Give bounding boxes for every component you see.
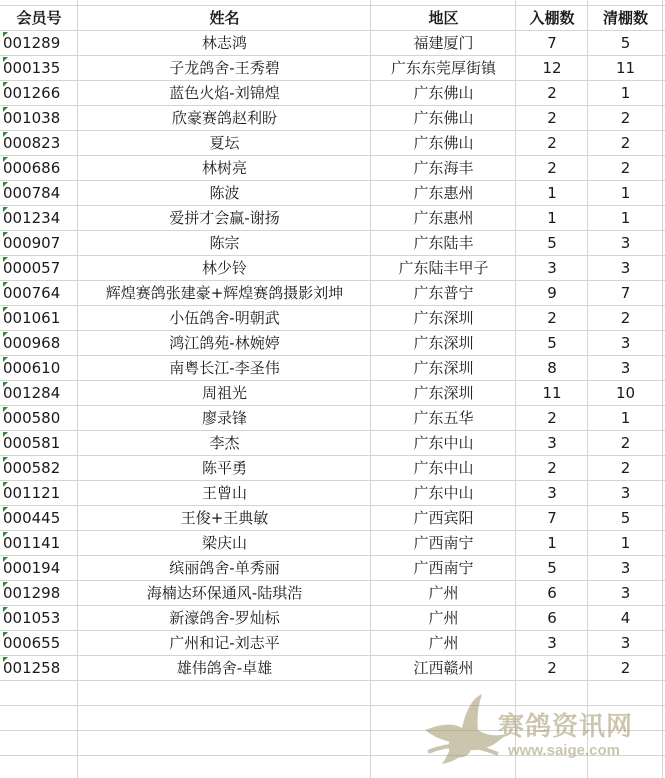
cell-member-id[interactable]: 000580 xyxy=(3,409,61,427)
cell-loft-in[interactable]: 5 xyxy=(547,559,557,577)
cell-loft-in[interactable]: 6 xyxy=(547,609,557,627)
cell-loft-in[interactable]: 2 xyxy=(547,159,557,177)
header-loft-out[interactable]: 清棚数 xyxy=(602,9,648,27)
cell-loft-in[interactable]: 6 xyxy=(547,584,557,602)
cell-name[interactable]: 广州和记-刘志平 xyxy=(169,634,280,652)
cell-name[interactable]: 蓝色火焰-刘锦煌 xyxy=(169,84,280,102)
cell-name[interactable]: 王俊+王典敏 xyxy=(180,509,269,527)
cell-name[interactable]: 小伍鸽舍-明朝武 xyxy=(169,309,280,327)
cell-loft-in[interactable]: 9 xyxy=(547,284,557,302)
cell-member-id[interactable]: 001038 xyxy=(3,109,61,127)
table-row xyxy=(0,481,665,506)
cell-loft-out[interactable]: 10 xyxy=(615,384,636,402)
cell-member-id[interactable]: 000135 xyxy=(3,59,61,77)
table-row xyxy=(0,256,665,281)
cell-region[interactable]: 广东惠州 xyxy=(413,209,474,227)
table-row xyxy=(0,356,665,381)
cell-name[interactable]: 新濠鸽舍-罗灿标 xyxy=(169,609,280,627)
cell-loft-out[interactable]: 2 xyxy=(620,109,631,127)
cell-loft-in[interactable]: 2 xyxy=(547,459,557,477)
cell-member-id[interactable]: 000610 xyxy=(3,359,61,377)
table-row xyxy=(0,581,665,606)
cell-region[interactable]: 广东佛山 xyxy=(413,109,474,127)
cell-loft-in[interactable]: 2 xyxy=(547,309,557,327)
cell-loft-in[interactable]: 3 xyxy=(547,484,557,502)
table-row xyxy=(0,56,665,81)
cell-region[interactable]: 广东五华 xyxy=(413,409,474,427)
cell-loft-in[interactable]: 1 xyxy=(547,534,557,552)
cell-name[interactable]: 林树亮 xyxy=(201,159,247,177)
cell-member-id[interactable]: 000764 xyxy=(3,284,61,302)
cell-loft-out[interactable]: 3 xyxy=(620,359,631,377)
table-row xyxy=(0,106,665,131)
cell-loft-in[interactable]: 3 xyxy=(547,259,557,277)
cell-loft-out[interactable]: 2 xyxy=(620,434,631,452)
cell-loft-out[interactable]: 2 xyxy=(620,459,631,477)
cell-loft-out[interactable]: 1 xyxy=(620,84,631,102)
cell-member-id[interactable]: 001234 xyxy=(3,209,61,227)
table-row xyxy=(0,606,665,631)
table-row xyxy=(0,131,665,156)
cell-member-id[interactable]: 000823 xyxy=(3,134,61,152)
table-row xyxy=(0,381,665,406)
cell-region[interactable]: 广东海丰 xyxy=(413,159,474,177)
cell-loft-out[interactable]: 3 xyxy=(620,234,631,252)
table-row xyxy=(0,181,665,206)
cell-name[interactable]: 王曾山 xyxy=(201,484,247,502)
cell-member-id[interactable]: 000057 xyxy=(3,259,61,277)
cell-member-id[interactable]: 001289 xyxy=(3,34,61,52)
table-row xyxy=(0,206,665,231)
cell-loft-out[interactable]: 5 xyxy=(620,509,631,527)
cell-region[interactable]: 广东深圳 xyxy=(413,359,474,377)
cell-member-id[interactable]: 001121 xyxy=(3,484,61,502)
cell-region[interactable]: 广东普宁 xyxy=(413,284,474,302)
cell-name[interactable]: 夏坛 xyxy=(209,134,240,152)
cell-name[interactable]: 陈宗 xyxy=(209,234,240,252)
cell-loft-out[interactable]: 3 xyxy=(620,584,631,602)
table-row xyxy=(0,631,665,656)
cell-loft-out[interactable]: 3 xyxy=(620,259,631,277)
cell-member-id[interactable]: 001141 xyxy=(3,534,61,552)
cell-member-id[interactable]: 000686 xyxy=(3,159,61,177)
cell-region[interactable]: 福建厦门 xyxy=(413,34,474,52)
cell-loft-in[interactable]: 1 xyxy=(547,209,557,227)
cell-name[interactable]: 李杰 xyxy=(209,434,240,452)
table-row xyxy=(0,281,665,306)
cell-member-id[interactable]: 000968 xyxy=(3,334,61,352)
header-name[interactable]: 姓名 xyxy=(209,9,240,27)
table-row xyxy=(0,231,665,256)
cell-region[interactable]: 广西南宁 xyxy=(413,559,474,577)
cell-loft-in[interactable]: 5 xyxy=(547,334,557,352)
cell-loft-in[interactable]: 7 xyxy=(547,34,557,52)
cell-loft-in[interactable]: 2 xyxy=(547,659,557,677)
cell-member-id[interactable]: 001061 xyxy=(3,309,61,327)
cell-loft-out[interactable]: 3 xyxy=(620,559,631,577)
cell-loft-in[interactable]: 3 xyxy=(547,434,557,452)
cell-name[interactable]: 鸿江鸽苑-林婉婷 xyxy=(169,334,280,352)
cell-loft-out[interactable]: 3 xyxy=(620,634,631,652)
cell-region[interactable]: 广东惠州 xyxy=(413,184,474,202)
pigeon-logo-icon xyxy=(420,690,510,770)
cell-member-id[interactable]: 000784 xyxy=(3,184,61,202)
cell-region[interactable]: 广东中山 xyxy=(413,484,474,502)
cell-name[interactable]: 子龙鸽舍-王秀碧 xyxy=(169,59,280,77)
cell-member-id[interactable]: 001053 xyxy=(3,609,61,627)
cell-loft-out[interactable]: 1 xyxy=(620,184,631,202)
cell-region[interactable]: 广东中山 xyxy=(413,459,474,477)
cell-name[interactable]: 林志鸿 xyxy=(201,34,247,52)
cell-member-id[interactable]: 001258 xyxy=(3,659,61,677)
cell-region[interactable]: 广东陆丰甲子 xyxy=(398,259,489,277)
header-loft-in[interactable]: 入棚数 xyxy=(529,9,575,27)
cell-region[interactable]: 广东佛山 xyxy=(413,134,474,152)
cell-member-id[interactable]: 000907 xyxy=(3,234,61,252)
table-row xyxy=(0,556,665,581)
cell-member-id[interactable]: 001298 xyxy=(3,584,61,602)
cell-name[interactable]: 南粤长江-李圣伟 xyxy=(169,359,280,377)
cell-member-id[interactable]: 000655 xyxy=(3,634,61,652)
table-row xyxy=(0,306,665,331)
table-row xyxy=(0,531,665,556)
cell-name[interactable]: 欣豪赛鸽赵利盼 xyxy=(171,109,277,127)
cell-name[interactable]: 梁庆山 xyxy=(201,534,247,552)
header-row xyxy=(0,6,665,31)
cell-loft-out[interactable]: 7 xyxy=(620,284,631,302)
cell-region[interactable]: 广西宾阳 xyxy=(413,509,474,527)
table-row xyxy=(0,506,665,531)
table-row xyxy=(0,81,665,106)
cell-loft-out[interactable]: 1 xyxy=(620,534,631,552)
cell-name[interactable]: 辉煌赛鸽张建豪+辉煌赛鸽摄影刘坤 xyxy=(105,284,344,302)
cell-region[interactable]: 广东深圳 xyxy=(413,334,474,352)
cell-name[interactable]: 缤丽鸽舍-单秀丽 xyxy=(169,559,280,577)
cell-region[interactable]: 江西赣州 xyxy=(413,659,474,677)
cell-region[interactable]: 广东深圳 xyxy=(413,384,474,402)
cell-loft-out[interactable]: 4 xyxy=(620,609,631,627)
cell-loft-out[interactable]: 5 xyxy=(620,34,631,52)
watermark xyxy=(420,690,660,770)
cell-region[interactable]: 广州 xyxy=(428,634,459,652)
cell-loft-in[interactable]: 12 xyxy=(542,59,562,77)
cell-loft-out[interactable]: 11 xyxy=(615,59,636,77)
cell-loft-in[interactable]: 2 xyxy=(547,134,557,152)
table-row xyxy=(0,456,665,481)
header-member-id[interactable]: 会员号 xyxy=(16,9,62,27)
cell-loft-in[interactable]: 2 xyxy=(547,409,557,427)
cell-loft-in[interactable]: 2 xyxy=(547,109,557,127)
table-row xyxy=(0,331,665,356)
table-row xyxy=(0,156,665,181)
table-row xyxy=(0,656,665,681)
cell-region[interactable]: 广东佛山 xyxy=(413,84,474,102)
cell-name[interactable]: 爱拼才会赢-谢扬 xyxy=(169,209,280,227)
cell-name[interactable]: 雄伟鸽舍-卓雄 xyxy=(176,659,273,677)
watermark-url: www.saige.com xyxy=(508,742,620,759)
cell-loft-in[interactable]: 1 xyxy=(547,184,557,202)
cell-loft-in[interactable]: 7 xyxy=(547,509,557,527)
cell-name[interactable]: 周祖光 xyxy=(201,384,247,402)
cell-loft-in[interactable]: 11 xyxy=(542,384,562,402)
cell-name[interactable]: 林少铃 xyxy=(201,259,247,277)
cell-member-id[interactable]: 000194 xyxy=(3,559,61,577)
table-row xyxy=(0,406,665,431)
cell-loft-out[interactable]: 3 xyxy=(620,334,631,352)
cell-region[interactable]: 广东东莞厚街镇 xyxy=(390,59,496,77)
cell-loft-in[interactable]: 8 xyxy=(547,359,557,377)
table-row xyxy=(0,31,665,56)
cell-region[interactable]: 广东中山 xyxy=(413,434,474,452)
cell-region[interactable]: 广州 xyxy=(428,584,459,602)
cell-member-id[interactable]: 000445 xyxy=(3,509,61,527)
cell-loft-out[interactable]: 2 xyxy=(620,134,631,152)
cell-region[interactable]: 广东陆丰 xyxy=(413,234,474,252)
cell-region[interactable]: 广州 xyxy=(428,609,459,627)
cell-loft-in[interactable]: 2 xyxy=(547,84,557,102)
cell-name[interactable]: 陈波 xyxy=(209,184,240,202)
cell-member-id[interactable]: 000581 xyxy=(3,434,61,452)
cell-loft-out[interactable]: 3 xyxy=(620,484,631,502)
table-row xyxy=(0,431,665,456)
cell-loft-out[interactable]: 2 xyxy=(620,659,631,677)
cell-name[interactable]: 海楠达环保通风-陆琪浩 xyxy=(146,584,303,602)
cell-loft-in[interactable]: 3 xyxy=(547,634,557,652)
cell-loft-out[interactable]: 2 xyxy=(620,309,631,327)
header-region[interactable]: 地区 xyxy=(428,9,459,27)
watermark-site-name: 赛鸽资讯网 xyxy=(498,712,634,742)
cell-region[interactable]: 广东深圳 xyxy=(413,309,474,327)
cell-member-id[interactable]: 001284 xyxy=(3,384,61,402)
cell-region[interactable]: 广西南宁 xyxy=(413,534,474,552)
cell-name[interactable]: 陈平勇 xyxy=(201,459,247,477)
cell-member-id[interactable]: 000582 xyxy=(3,459,61,477)
cell-member-id[interactable]: 001266 xyxy=(3,84,61,102)
cell-loft-out[interactable]: 1 xyxy=(620,209,631,227)
cell-loft-out[interactable]: 2 xyxy=(620,159,631,177)
cell-loft-in[interactable]: 5 xyxy=(547,234,557,252)
cell-loft-out[interactable]: 1 xyxy=(620,409,631,427)
cell-name[interactable]: 廖录锋 xyxy=(201,409,247,427)
